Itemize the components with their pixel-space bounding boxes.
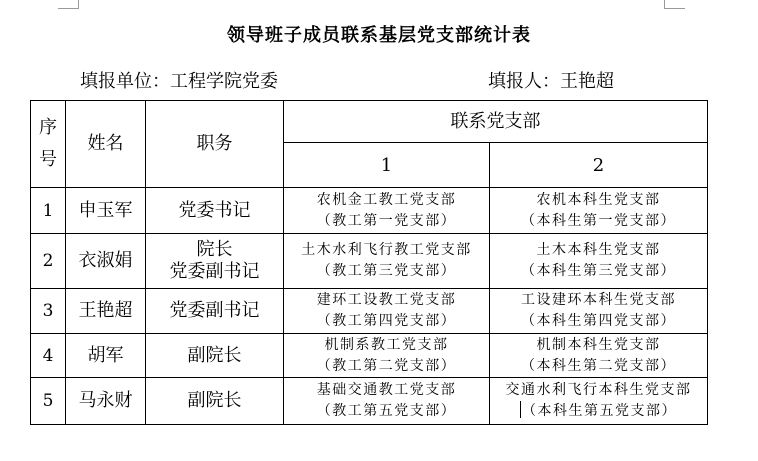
table-header-row: [31, 101, 708, 143]
table-row: [31, 188, 708, 234]
header-seq-bottom: 号: [39, 149, 57, 170]
row-position[interactable]: [146, 234, 284, 289]
text-cursor: [520, 401, 521, 418]
row-branch-1[interactable]: [284, 188, 490, 234]
branch-1-alias: （教工第五党支部）: [316, 403, 457, 419]
row-branch-2[interactable]: [490, 234, 708, 289]
table-row: [31, 334, 708, 378]
branch-1-name: 机制系教工党支部: [324, 336, 449, 353]
branch-2-alias: （本科生第二党支部）: [521, 357, 676, 374]
reporting-unit-label: 填报单位：: [80, 71, 170, 92]
header-branch-2[interactable]: 2: [490, 143, 708, 188]
branch-1-alias: （教工第二党支部）: [316, 357, 457, 374]
row-position-line-1: 副院长: [187, 344, 242, 366]
row-index[interactable]: 2: [31, 234, 66, 289]
branch-1-name: 农机金工教工党支部: [316, 191, 457, 208]
stats-table: [30, 100, 708, 425]
row-branch-2[interactable]: [490, 188, 708, 234]
row-name[interactable]: 衣淑娟: [66, 234, 146, 289]
branch-1-alias: （教工第四党支部）: [316, 313, 457, 329]
branch-1-alias: （教工第一党支部）: [316, 212, 457, 229]
header-seq[interactable]: [31, 101, 66, 188]
reporter: [488, 67, 614, 93]
row-position-line-1: 党委书记: [178, 199, 251, 221]
row-position[interactable]: [146, 289, 284, 334]
branch-2-name: 农机本科生党支部: [536, 191, 661, 208]
row-position[interactable]: [146, 334, 284, 378]
branch-2-alias: （本科生第一党支部）: [521, 212, 676, 229]
row-branch-2[interactable]: [490, 334, 708, 378]
branch-1-name: 建环工设教工党支部: [316, 292, 457, 308]
header-position[interactable]: 职务: [146, 101, 284, 188]
row-branch-1[interactable]: [284, 334, 490, 378]
row-position-line-2: 党委副书记: [169, 261, 260, 282]
table-row: [31, 289, 708, 334]
row-index[interactable]: 5: [31, 378, 66, 425]
row-name[interactable]: 胡军: [66, 334, 146, 378]
row-branch-1[interactable]: [284, 234, 490, 289]
document-title: 领导班子成员联系基层党支部统计表: [227, 25, 531, 46]
page-corner-mark-left: [58, 0, 79, 9]
row-branch-1[interactable]: [284, 378, 490, 425]
branch-2-name: 机制本科生党支部: [536, 336, 661, 353]
reporter-label: 填报人：: [488, 71, 560, 92]
table-row: [31, 234, 708, 289]
header-branches[interactable]: 联系党支部: [284, 101, 708, 143]
header-seq-top: 序: [39, 117, 57, 138]
reporting-unit-value: 工程学院党委: [170, 71, 278, 92]
table-row: [31, 378, 708, 425]
row-name[interactable]: 申玉军: [66, 188, 146, 234]
branch-2-alias: （本科生第四党支部）: [521, 313, 676, 329]
header-name[interactable]: 姓名: [66, 101, 146, 188]
row-position[interactable]: [146, 188, 284, 234]
row-branch-1[interactable]: [284, 289, 490, 334]
row-position-line-1: 副院长: [187, 390, 242, 411]
branch-2-name: 交通水利飞行本科生党支部: [505, 382, 692, 398]
reporter-value: 王艳超: [560, 71, 614, 92]
row-position-line-1: 院长: [196, 239, 233, 260]
branch-1-alias: （教工第三党支部）: [316, 263, 457, 279]
branch-2-alias: （本科生第五党支部）: [522, 403, 677, 419]
header-branch-1[interactable]: 1: [284, 143, 490, 188]
row-index[interactable]: 1: [31, 188, 66, 234]
row-position-line-1: 党委副书记: [169, 300, 260, 321]
row-name[interactable]: 王艳超: [66, 289, 146, 334]
row-index[interactable]: 3: [31, 289, 66, 334]
row-branch-2[interactable]: [490, 378, 708, 425]
branch-2-name: 工设建环本科生党支部: [521, 292, 676, 308]
branch-2-name: 土木本科生党支部: [536, 242, 661, 258]
row-index[interactable]: 4: [31, 334, 66, 378]
branch-2-alias: （本科生第三党支部）: [521, 263, 676, 279]
row-branch-2[interactable]: [490, 289, 708, 334]
row-position[interactable]: [146, 378, 284, 425]
row-name[interactable]: 马永财: [66, 378, 146, 425]
page-corner-mark-right: [664, 0, 685, 9]
reporting-unit: [80, 67, 278, 93]
branch-1-name: 土木水利飞行教工党支部: [301, 242, 472, 258]
branch-1-name: 基础交通教工党支部: [316, 382, 457, 398]
